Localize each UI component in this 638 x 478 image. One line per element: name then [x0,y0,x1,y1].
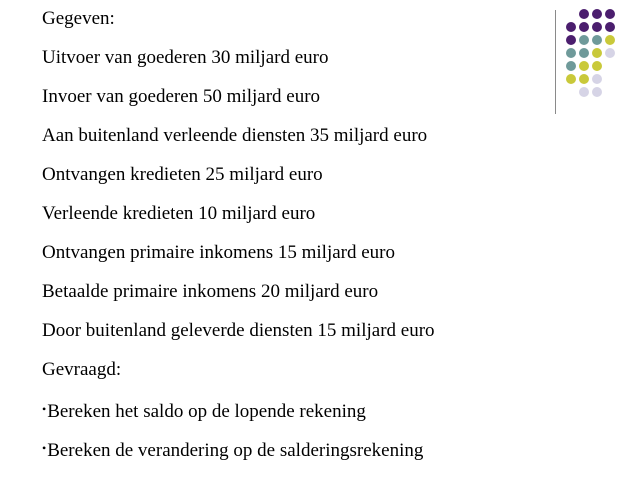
given-item-primary-income-paid: Betaalde primaire inkomens 20 miljard euro [42,281,379,302]
decorative-dot [605,35,615,45]
decorative-dot [579,61,589,71]
bullet-icon: • [42,441,47,455]
given-item-services-provided: Aan buitenland verleende diensten 35 miljard euro [42,125,428,146]
given-item-credits-granted: Verleende kredieten 10 miljard euro [42,203,316,224]
decorative-dot [592,48,602,58]
decorative-dot [579,22,589,32]
decorative-dot [566,61,576,71]
decorative-dot [579,35,589,45]
decorative-dot [592,9,602,19]
decorative-dot [592,35,602,45]
decorative-dot [592,87,602,97]
asked-heading: Gevraagd: [42,359,122,380]
given-item-primary-income-received: Ontvangen primaire inkomens 15 miljard euro [42,242,395,263]
decorative-dot [566,74,576,84]
given-heading: Gegeven: [42,8,115,29]
slide-text-block [42,6,542,474]
question-item-current-account [42,396,542,435]
decorative-vertical-line [555,10,556,114]
decorative-dot [605,48,615,58]
decorative-dot [605,9,615,19]
given-item-credits-received: Ontvangen kredieten 25 miljard euro [42,164,323,185]
given-item-services-received: Door buitenland geleverde diensten 15 miljard euro [42,320,435,341]
decorative-dot [592,22,602,32]
given-item-import-goods: Invoer van goederen 50 miljard euro [42,86,321,107]
bullet-icon: • [42,402,47,416]
decorative-dot [566,22,576,32]
question-text: Bereken de verandering op de salderingsrekening [47,440,424,461]
decorative-dot [579,87,589,97]
question-item-settlement-account [42,435,542,474]
decorative-dot [592,74,602,84]
decorative-dot [579,48,589,58]
decorative-dot [592,61,602,71]
decorative-dot [579,9,589,19]
decorative-dot [579,74,589,84]
decorative-dot [566,35,576,45]
decorative-dot [566,48,576,58]
given-item-export-goods: Uitvoer van goederen 30 miljard euro [42,47,329,68]
decorative-dot [605,22,615,32]
question-text: Bereken het saldo op de lopende rekening [47,401,366,422]
